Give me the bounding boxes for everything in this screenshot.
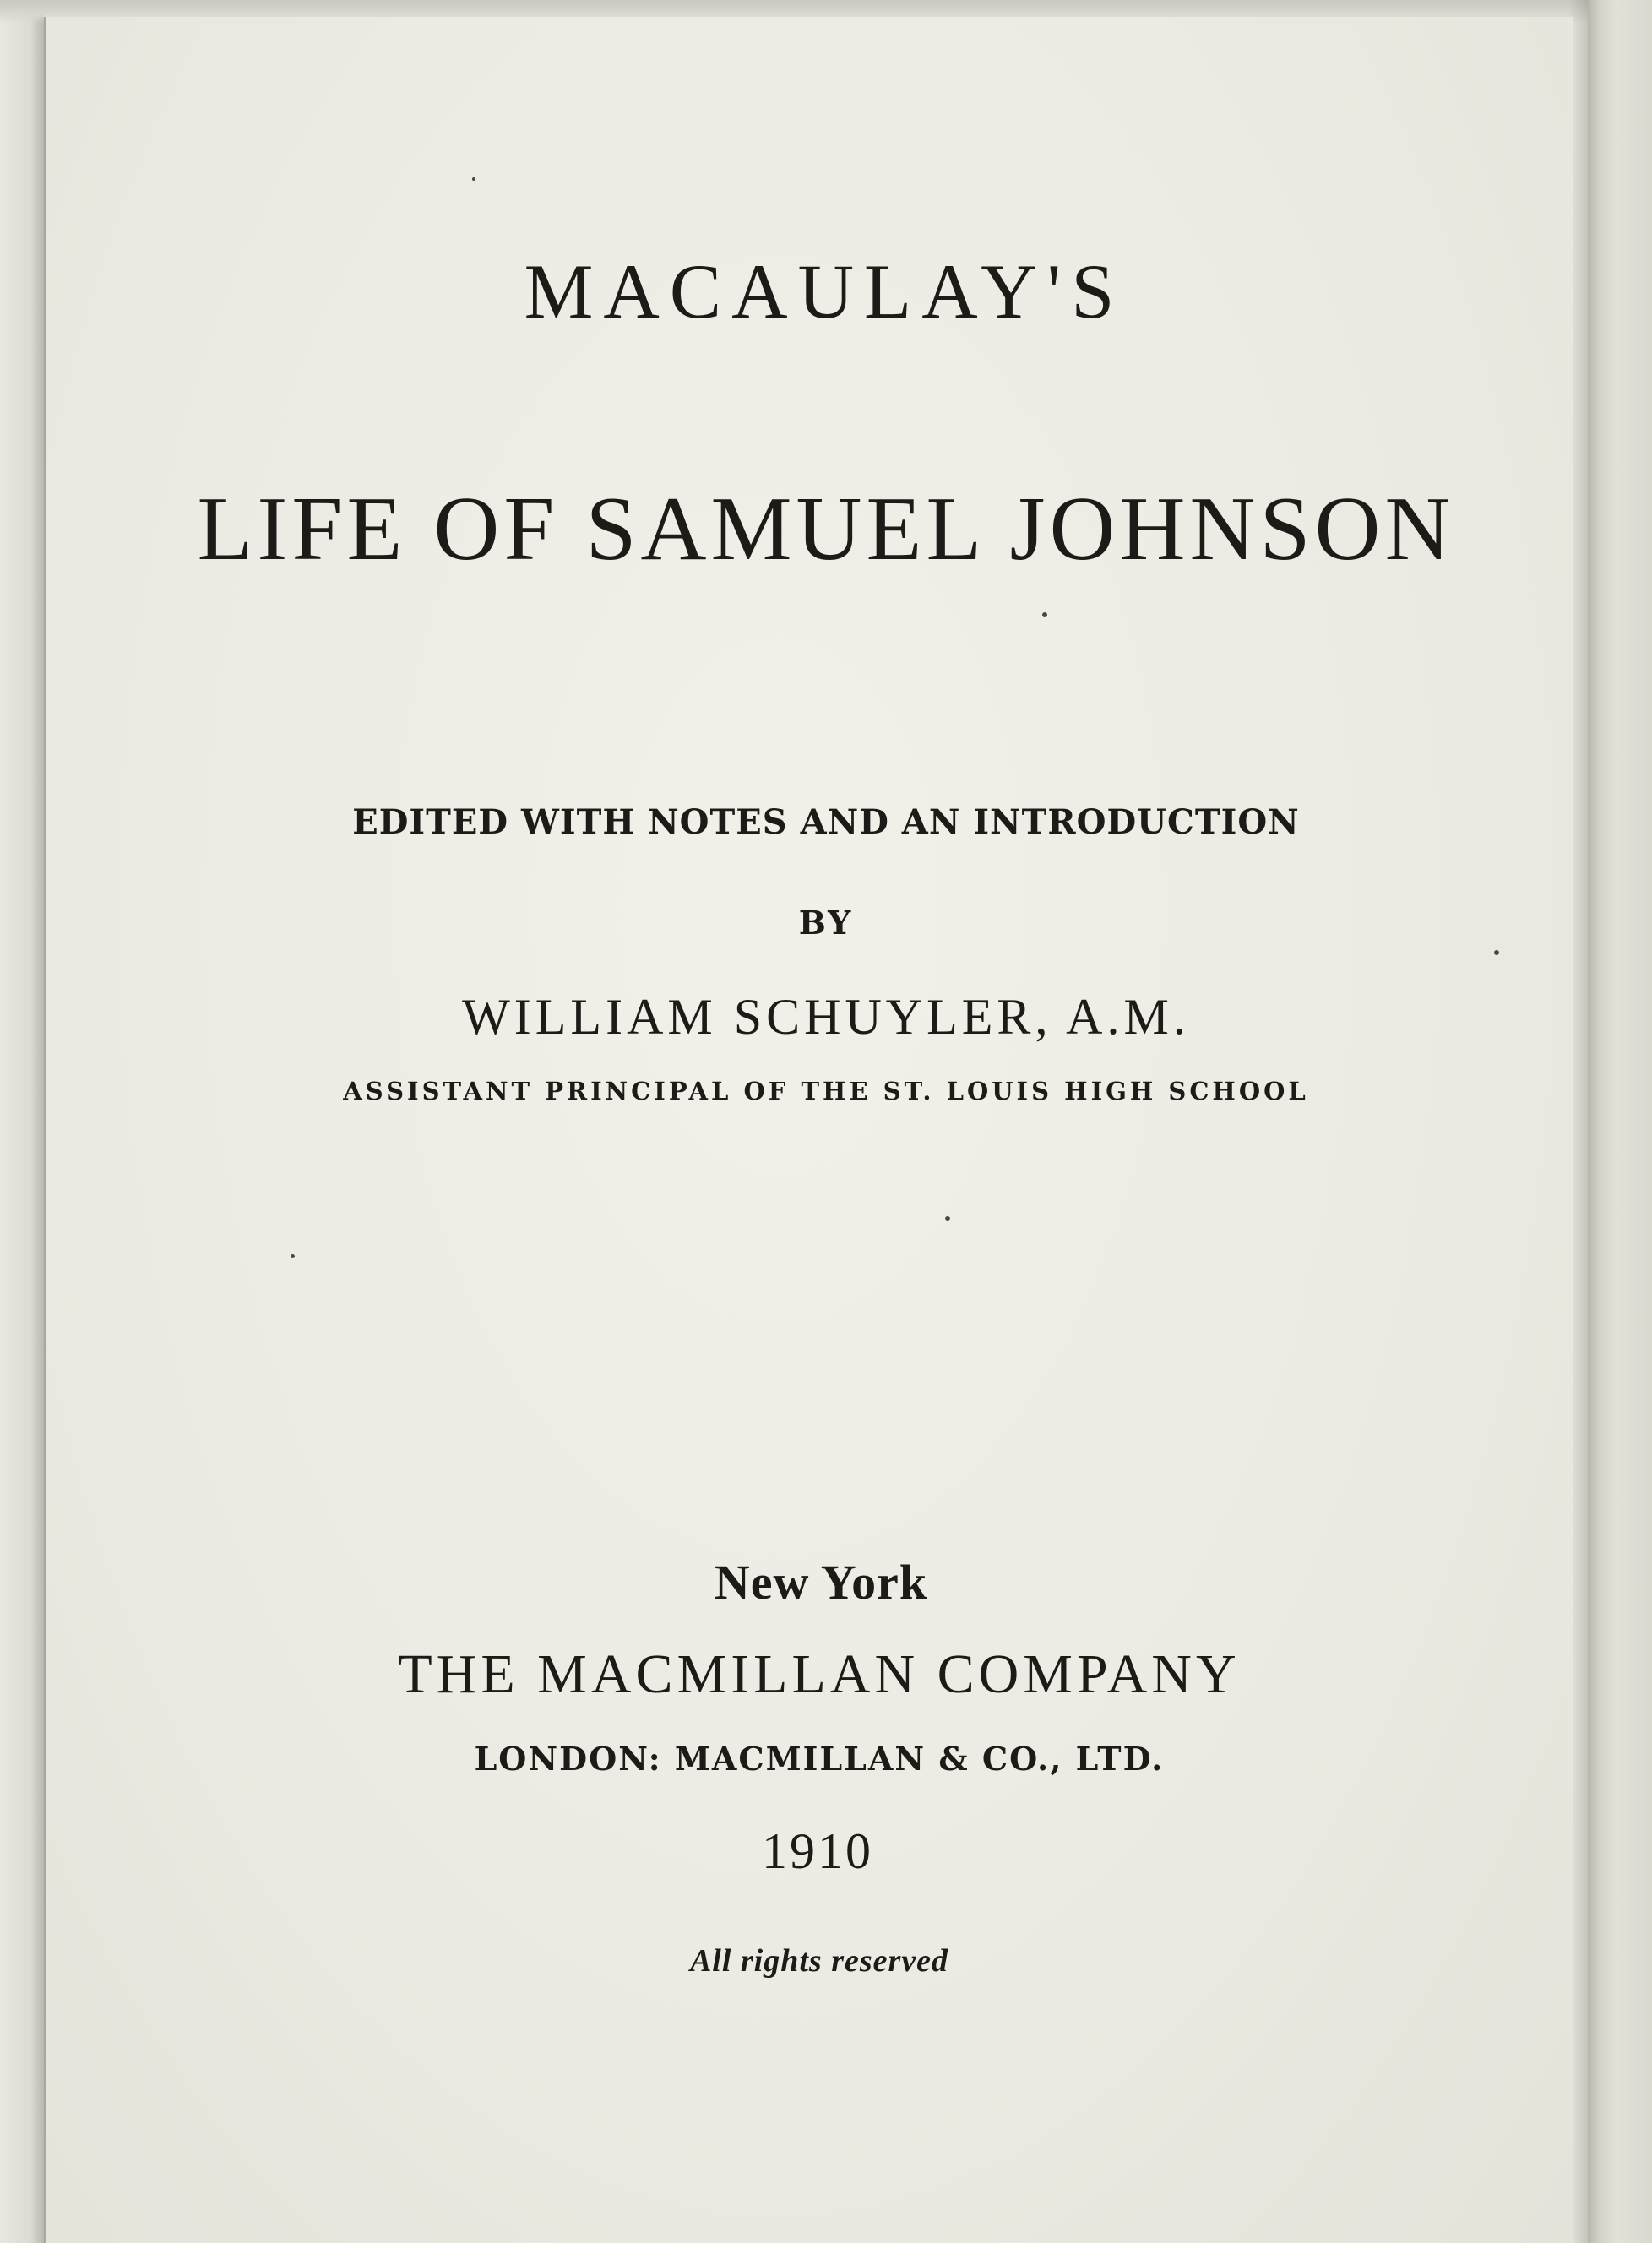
paper-speck: [291, 1254, 295, 1258]
publisher-city: New York: [714, 1555, 928, 1610]
rights-notice: All rights reserved: [689, 1943, 949, 1979]
paper-speck: [945, 1216, 950, 1221]
publication-year: 1910: [762, 1823, 873, 1879]
london-imprint: LONDON: MACMILLAN & CO., LTD.: [474, 1740, 1165, 1778]
book-cover-edge: [1588, 0, 1652, 2243]
facing-page-edge: [0, 0, 44, 2243]
edited-line: EDITED WITH NOTES AND AN INTRODUCTION: [352, 802, 1300, 842]
by-line: BY: [798, 904, 854, 942]
publisher-name: THE MACMILLAN COMPANY: [398, 1643, 1241, 1705]
title-line-2: LIFE OF SAMUEL JOHNSON: [197, 479, 1455, 579]
paper-speck: [1494, 950, 1499, 955]
paper-speck: [1042, 612, 1047, 617]
paper-speck: [472, 177, 475, 181]
author-affiliation: ASSISTANT PRINCIPAL OF THE ST. LOUIS HIGH SCHOOL: [343, 1077, 1309, 1105]
title-line-1: MACAULAY'S: [524, 248, 1125, 334]
title-page: [44, 17, 1573, 2243]
author-name: WILLIAM SCHUYLER, A.M.: [462, 989, 1190, 1045]
